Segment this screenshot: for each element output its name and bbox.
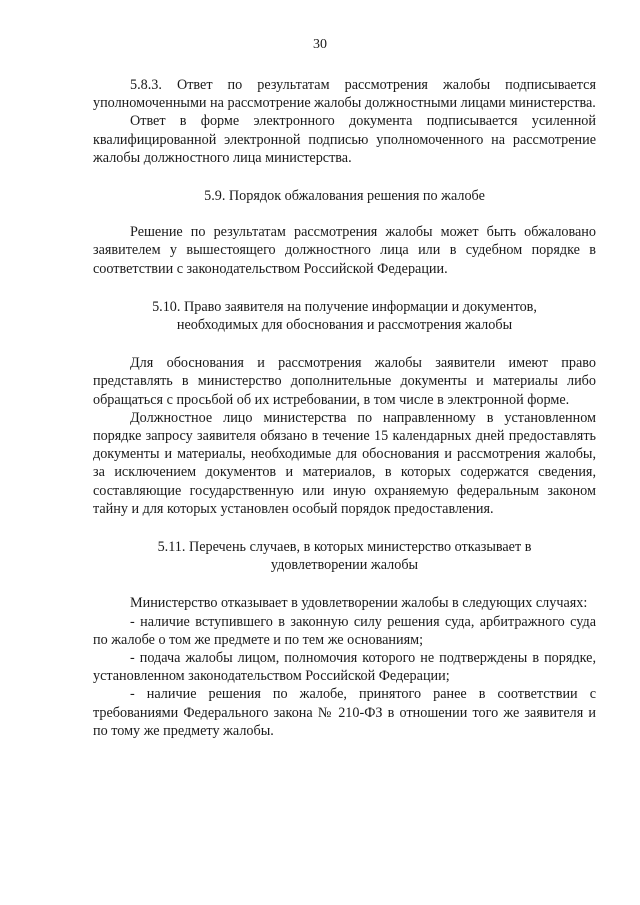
list-item-court-decision: - наличие вступившего в законную силу решения суда, арбитражного суда по жалобе о том же предмете и по тем же основаниям;: [93, 613, 596, 648]
paragraph-official-request: Должностное лицо министерства по направленному в установленном порядке запросу заявителя обязано в течение 15 календарных дней предоставлять документы и материалы, необходимые для обоснования и рассмотрения жалобы, за исключением документов и материалов, в которых содержатся сведения, составляющие государственную или иную охраняемую федеральным законом тайну и для которых установлен особый порядок предоставления.: [93, 409, 596, 517]
heading-5-11-line1: 5.11. Перечень случаев, в которых министерство отказывает в: [157, 539, 532, 556]
heading-5-10-line2: необходимых для обоснования и рассмотрения жалобы: [176, 317, 513, 334]
paragraph-appeal-decision: Решение по результатам рассмотрения жалобы может быть обжаловано заявителем у вышестоящего должностного лица или в судебном порядке в соответствии с законодательством Российской Федерации.: [93, 224, 596, 277]
heading-5-10: [93, 298, 596, 334]
heading-5-10-line1: 5.10. Право заявителя на получение информации и документов,: [152, 298, 537, 315]
paragraph-5-8-3-signing: 5.8.3. Ответ по результатам рассмотрения жалобы подписывается уполномоченными на рассмотрение жалобы должностными лицами министерства.: [93, 77, 596, 112]
paragraph-additional-documents: Для обоснования и рассмотрения жалобы заявители имеют право представлять в министерство дополнительные документы и материалы либо обращаться с просьбой об их истребовании, в том числе в электронной форме.: [93, 355, 596, 408]
document-body: [93, 76, 596, 740]
heading-5-11-line2: удовлетворении жалобы: [270, 557, 419, 574]
paragraph-electronic-signature: Ответ в форме электронного документа подписывается усиленной квалифицированной электронной подписью уполномоченного на рассмотрение жалобы должностного лица министерства.: [93, 113, 596, 166]
list-item-prior-decision: - наличие решения по жалобе, принятого ранее в соответствии с требованиями Федерального закона № 210-ФЗ в отношении того же заявителя и по тому же предмету жалобы.: [93, 686, 596, 739]
page-number: 30: [313, 37, 327, 52]
heading-5-11: [93, 538, 596, 574]
paragraph-refusal-intro: Министерство отказывает в удовлетворении жалобы в следующих случаях:: [130, 595, 588, 612]
list-item-unconfirmed-authority: - подача жалобы лицом, полномочия которого не подтверждены в порядке, установленном законодательством Российской Федерации;: [93, 650, 596, 685]
heading-5-9: 5.9. Порядок обжалования решения по жалобе: [204, 188, 485, 205]
